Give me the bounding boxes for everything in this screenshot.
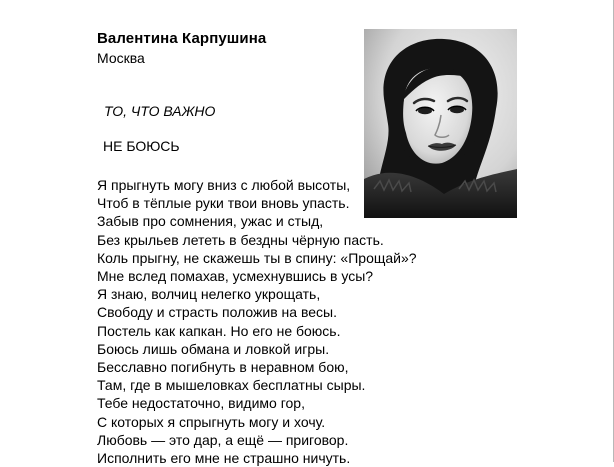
poem-line: Забыв про сомнения, ужас и стыд, <box>97 213 324 230</box>
poem-line: Я прыгнуть могу вниз с любой высоты, <box>97 177 351 193</box>
poem-line: Чтоб в тёплые руки твои вновь упасть. <box>97 195 350 212</box>
poem-line: Любовь — это дар, а ещё — приговор. <box>97 431 349 448</box>
author-photo <box>364 29 517 218</box>
author-city: Москва <box>97 50 145 66</box>
poem-text <box>97 176 417 467</box>
poem-line: Без крыльев лететь в бездны чёрную пасть. <box>97 231 384 248</box>
poem-line: Тебе недостаточно, видимо гор, <box>97 395 305 412</box>
poem-line: Мне вслед помахав, усмехнувшись в усы? <box>97 268 374 285</box>
poem-line: С которых я спрыгнуть могу и хочу. <box>97 413 326 430</box>
poem-line: Бесславно погибнуть в неравном бою, <box>97 359 349 376</box>
poem-line: Я знаю, волчиц нелегко укрощать, <box>97 286 321 303</box>
poem-line: Свободу и страсть положив на весы. <box>97 304 337 321</box>
poem-line: Коль прыгну, не скажешь ты в спину: «Прощай»? <box>97 249 417 266</box>
poem-line: Там, где в мышеловках бесплатны сыры. <box>97 377 366 394</box>
section-title: ТО, ЧТО ВАЖНО <box>104 103 216 119</box>
poem-title: НЕ БОЮСЬ <box>103 138 180 154</box>
poem-line: Постель как капкан. Но его не боюсь. <box>97 322 341 339</box>
poem-line: Исполнить его мне не страшно ничуть. <box>97 450 351 467</box>
poem-line: Боюсь лишь обмана и ловкой игры. <box>97 340 330 357</box>
author-name: Валентина Карпушина <box>97 30 267 47</box>
